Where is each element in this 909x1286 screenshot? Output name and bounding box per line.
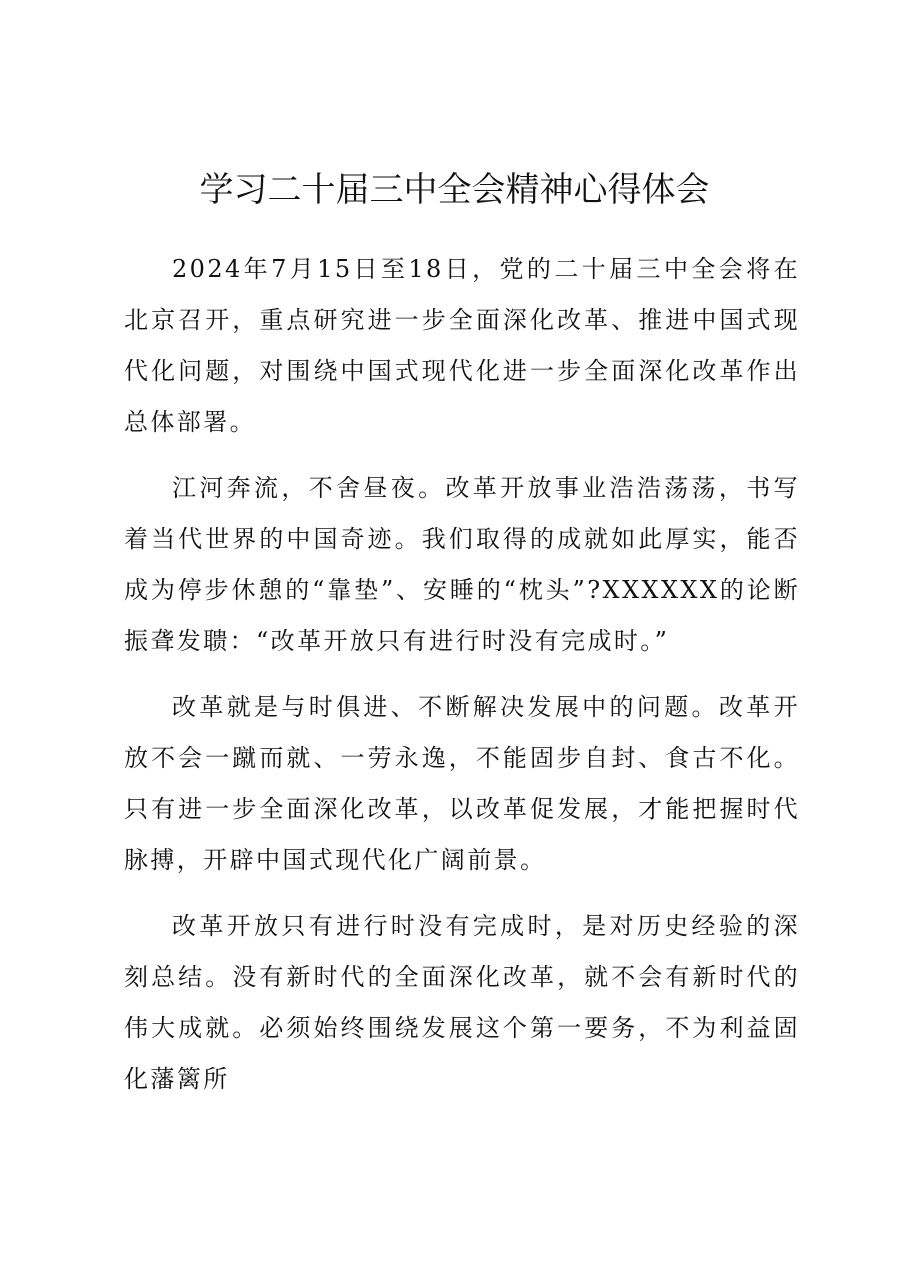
paragraph-4: 改革开放只有进行时没有完成时，是对历史经验的深刻总结。没有新时代的全面深化改革，就不会有新时代的伟大成就。必须始终围绕发展这个第一要务，不为利益固化藩篱所: [124, 912, 800, 1093]
paragraph-2: 江河奔流，不舍昼夜。改革开放事业浩浩荡荡，书写着当代世界的中国奇迹。我们取得的成就如此厚实，能否成为停步休憩的“靠垫”、安睡的“枕头”?XXXXXX的论断振聋发聩：“改革开放只有进行时没有完成时。”: [124, 474, 800, 655]
document-title: 学习二十届三中全会精神心得体会: [199, 170, 710, 210]
paragraph-1: 2024年7月15日至18日，党的二十届三中全会将在北京召开，重点研究进一步全面深化改革、推进中国式现代化问题，对围绕中国式现代化进一步全面深化改革作出总体部署。: [124, 255, 800, 436]
paragraph-3: 改革就是与时俱进、不断解决发展中的问题。改革开放不会一蹴而就、一劳永逸，不能固步自封、食古不化。只有进一步全面深化改革，以改革促发展，才能把握时代脉搏，开辟中国式现代化广阔前景。: [124, 693, 800, 874]
document-body: [124, 244, 800, 1105]
